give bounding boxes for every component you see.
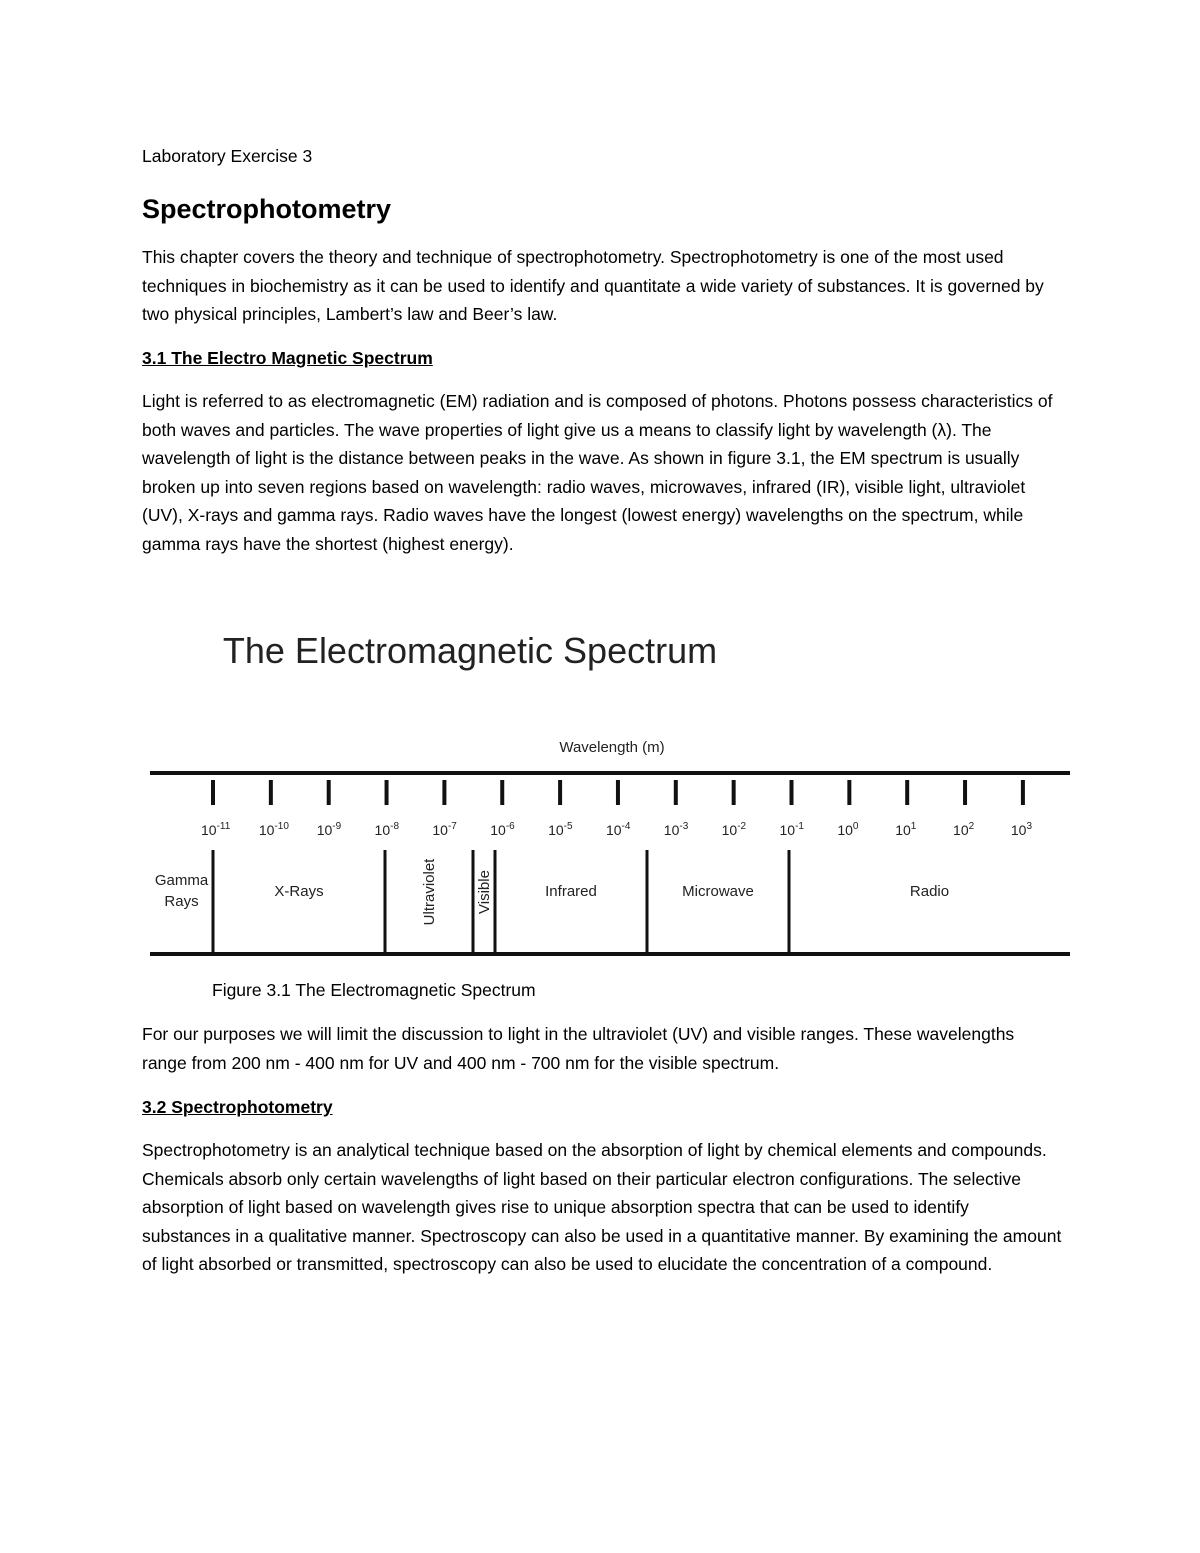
region-label: Infrared bbox=[545, 883, 597, 900]
region-label: X-Rays bbox=[274, 883, 324, 900]
tick-label: $10^3$ bbox=[1010, 821, 1033, 838]
tick-label: $10^{-2}$ bbox=[721, 821, 747, 838]
figure-caption: Figure 3.1 The Electromagnetic Spectrum bbox=[212, 980, 536, 1000]
uv-visible-paragraph: For our purposes we will limit the discussion to light in the ultraviolet (UV) and visible ranges. These wavelengths range from 200 nm - 400 nm for UV and 400 nm - 700 nm for the visible spectrum. bbox=[142, 1024, 1015, 1073]
axis-label: Wavelength (m) bbox=[559, 739, 665, 756]
section-3-2-paragraph: Spectrophotometry is an analytical technique based on the absorption of light by chemical elements and compounds. Chemicals absorb only certain wavelengths of light based on their particular electron configurations. The selective absorption of light based on wavelength gives rise to unique absorption spectra that can be used to identify substances in a qualitative manner. Spectroscopy can also be used in a quantitative manner. By examining the amount of light absorbed or transmitted, spectroscopy can also be used to elucidate the concentration of a compound. bbox=[142, 1140, 1062, 1275]
section-heading-3-2: 3.2 Spectrophotometry bbox=[142, 1097, 333, 1117]
tick-label: $10^{-7}$ bbox=[432, 821, 457, 838]
tick-label: $10^{-1}$ bbox=[779, 821, 804, 838]
page-title: Spectrophotometry bbox=[142, 194, 392, 224]
region-label: Radio bbox=[909, 883, 950, 900]
section-3-1-paragraph: Light is referred to as electromagnetic (EM) radiation and is composed of photons. Photons possess characteristics of both waves and particles. The wave properties of light give us a means to classify light by wavelength (λ). The wavelength of light is the distance between peaks in the wave. As shown in figure 3.1, the EM spectrum is usually broken up into seven regions based on wavelength: radio waves, microwaves, infrared (IR), visible light, ultraviolet (UV), X-rays and gamma rays. Radio waves have the longest (lowest energy) wavelengths on the spectrum, while gamma rays have the shortest (highest energy). bbox=[142, 391, 1053, 554]
tick-label: $10^{-9}$ bbox=[316, 821, 342, 838]
tick-label: $10^2$ bbox=[953, 821, 975, 838]
section-heading-3-1: 3.1 The Electro Magnetic Spectrum bbox=[142, 348, 433, 368]
figure-title: The Electromagnetic Spectrum bbox=[222, 630, 718, 671]
em-spectrum-figure bbox=[140, 600, 1080, 980]
intro-paragraph: This chapter covers the theory and technique of spectrophotometry. Spectrophotometry is one of the most used techniques in biochemistry as it can be used to identify and quantitate a wide variety of substances. It is governed by two physical principles, Lambert’s law and Beer’s law. bbox=[142, 247, 1044, 325]
tick-label: $10^{-3}$ bbox=[663, 821, 689, 838]
tick-label: $10^{-10}$ bbox=[258, 821, 289, 838]
tick-label: $10^{-11}$ bbox=[201, 821, 231, 838]
tick-label: $10^1$ bbox=[895, 821, 917, 838]
region-label: Visible bbox=[476, 870, 493, 914]
tick-label: $10^0$ bbox=[837, 821, 859, 838]
region-label: Microwave bbox=[682, 883, 754, 900]
tick-label: $10^{-4}$ bbox=[605, 821, 631, 838]
region-label: Ultraviolet bbox=[421, 858, 438, 926]
tick-label: $10^{-6}$ bbox=[490, 821, 515, 838]
tick-label: $10^{-8}$ bbox=[374, 821, 400, 838]
tick-label: $10^{-5}$ bbox=[548, 821, 573, 838]
lab-exercise-label: Laboratory Exercise 3 bbox=[142, 146, 313, 166]
region-label: Gamma Rays bbox=[154, 872, 209, 910]
